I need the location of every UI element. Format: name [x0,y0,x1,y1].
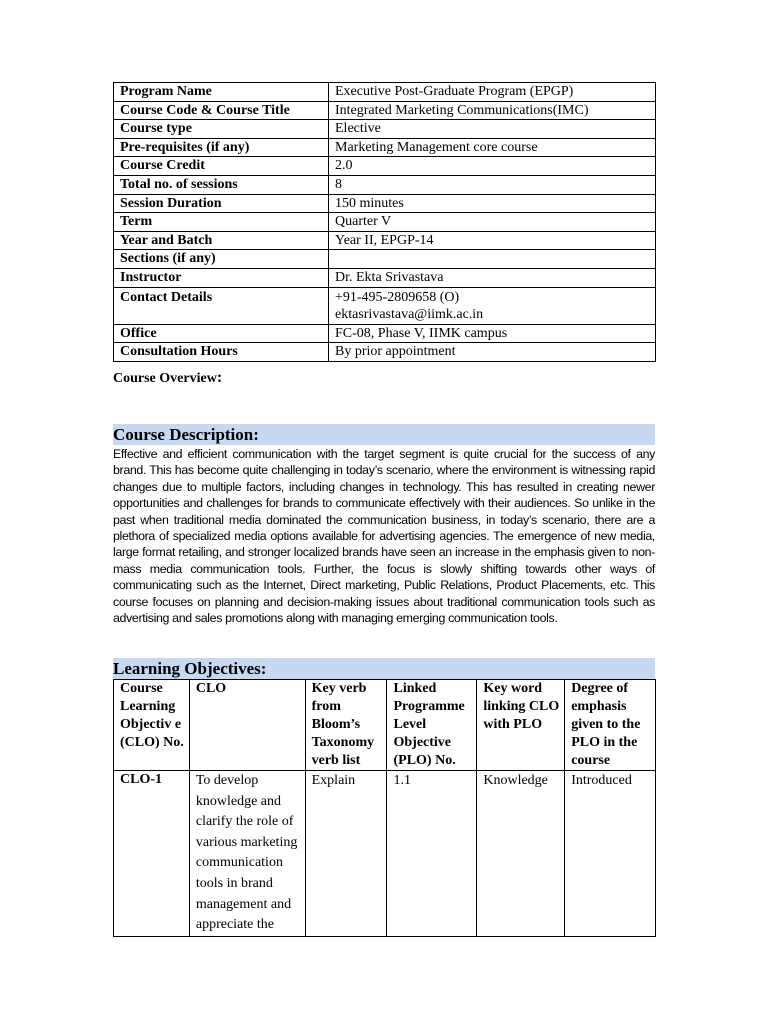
info-value: 150 minutes [329,194,656,213]
info-label: Pre-requisites (if any) [114,138,329,157]
info-label: Total no. of sessions [114,175,329,194]
info-label: Contact Details [114,287,329,324]
info-row-course-credit [114,157,656,176]
learning-objectives-heading: Learning Objectives: [113,658,655,679]
info-value: Integrated Marketing Communications(IMC) [329,101,656,120]
header-clo: CLO [189,680,305,771]
header-clo-no: Course Learning Objectiv e (CLO) No. [114,680,190,771]
info-row-term [114,213,656,232]
info-label: Consultation Hours [114,343,329,362]
info-label: Instructor [114,268,329,287]
clo-description: To develop knowledge and clarify the role of various marketing communication tools in brand management and appreciate the [189,771,305,937]
info-label: Sections (if any) [114,250,329,269]
info-value: Year II, EPGP-14 [329,231,656,250]
info-row-prerequisites [114,138,656,157]
info-label: Course Credit [114,157,329,176]
info-row-contact-details [114,287,656,324]
info-row-course-code [114,101,656,120]
info-row-sections [114,250,656,269]
header-linked-plo: Linked Programme Level Objective (PLO) No. [387,680,477,771]
info-row-session-duration [114,194,656,213]
info-value: Executive Post-Graduate Program (EPGP) [329,83,656,102]
learning-objectives-table [113,679,656,937]
contact-email: ektasrivastava@iimk.ac.in [335,306,484,322]
info-row-consultation-hours [114,343,656,362]
header-degree-emphasis: Degree of emphasis given to the PLO in the course [565,680,656,771]
info-value: Marketing Management core course [329,138,656,157]
info-row-program-name [114,83,656,102]
info-value: By prior appointment [329,343,656,362]
info-label: Session Duration [114,194,329,213]
info-row-office [114,324,656,343]
info-label: Course type [114,120,329,139]
info-row-year-batch [114,231,656,250]
info-label: Year and Batch [114,231,329,250]
header-key-verb: Key verb from Bloom’s Taxonomy verb list [305,680,387,771]
info-value: 2.0 [329,157,656,176]
course-overview-label: Course Overview [113,371,217,386]
info-label: Office [114,324,329,343]
info-label: Program Name [114,83,329,102]
course-overview-heading [113,369,222,387]
course-description-text: Effective and efficient communication with the target segment is quite crucial for the success of any brand. This has become quite challenging in today’s scenario, where the environment is witnessing rapid changes due to multiple factors, including changes in technology. This has resulted in creating newer opportunities and challenges for brands to communicate effectively with their audiences. So unlike in the past when traditional media dominated the communication business, in today’s scenario, there are a plethora of specialized media options available for advertising agencies. The emergence of new media, large format retailing, and stronger localized brands have seen an increase in the emphasis given to non-mass media communication tools. Further, the focus is slowly shifting towards other ways of communicating such as the Internet, Direct marketing, Public Relations, Product Placements, etc. This course focuses on planning and decision-making issues about traditional communication tools such as advertising and sales promotions along with managing emerging communication tools. [113,447,655,626]
info-value: Elective [329,120,656,139]
info-value: 8 [329,175,656,194]
course-description-heading: Course Description: [113,424,655,445]
clo-key-verb: Explain [305,771,387,937]
info-value: FC-08, Phase V, IIMK campus [329,324,656,343]
clo-key-word: Knowledge [477,771,565,937]
info-value: Quarter V [329,213,656,232]
info-row-instructor [114,268,656,287]
info-value: Dr. Ekta Srivastava [329,268,656,287]
info-value [329,287,656,324]
info-row-course-type [114,120,656,139]
info-value [329,250,656,269]
info-row-total-sessions [114,175,656,194]
clo-degree: Introduced [565,771,656,937]
table-header-row [114,680,656,771]
info-label: Term [114,213,329,232]
clo-number: CLO-1 [114,771,190,937]
info-label: Course Code & Course Title [114,101,329,120]
clo-plo-number: 1.1 [387,771,477,937]
course-info-table [113,82,656,362]
course-overview-colon: : [216,369,223,386]
table-row [114,771,656,937]
header-key-word: Key word linking CLO with PLO [477,680,565,771]
contact-phone: +91-495-2809658 (O) [335,289,460,305]
